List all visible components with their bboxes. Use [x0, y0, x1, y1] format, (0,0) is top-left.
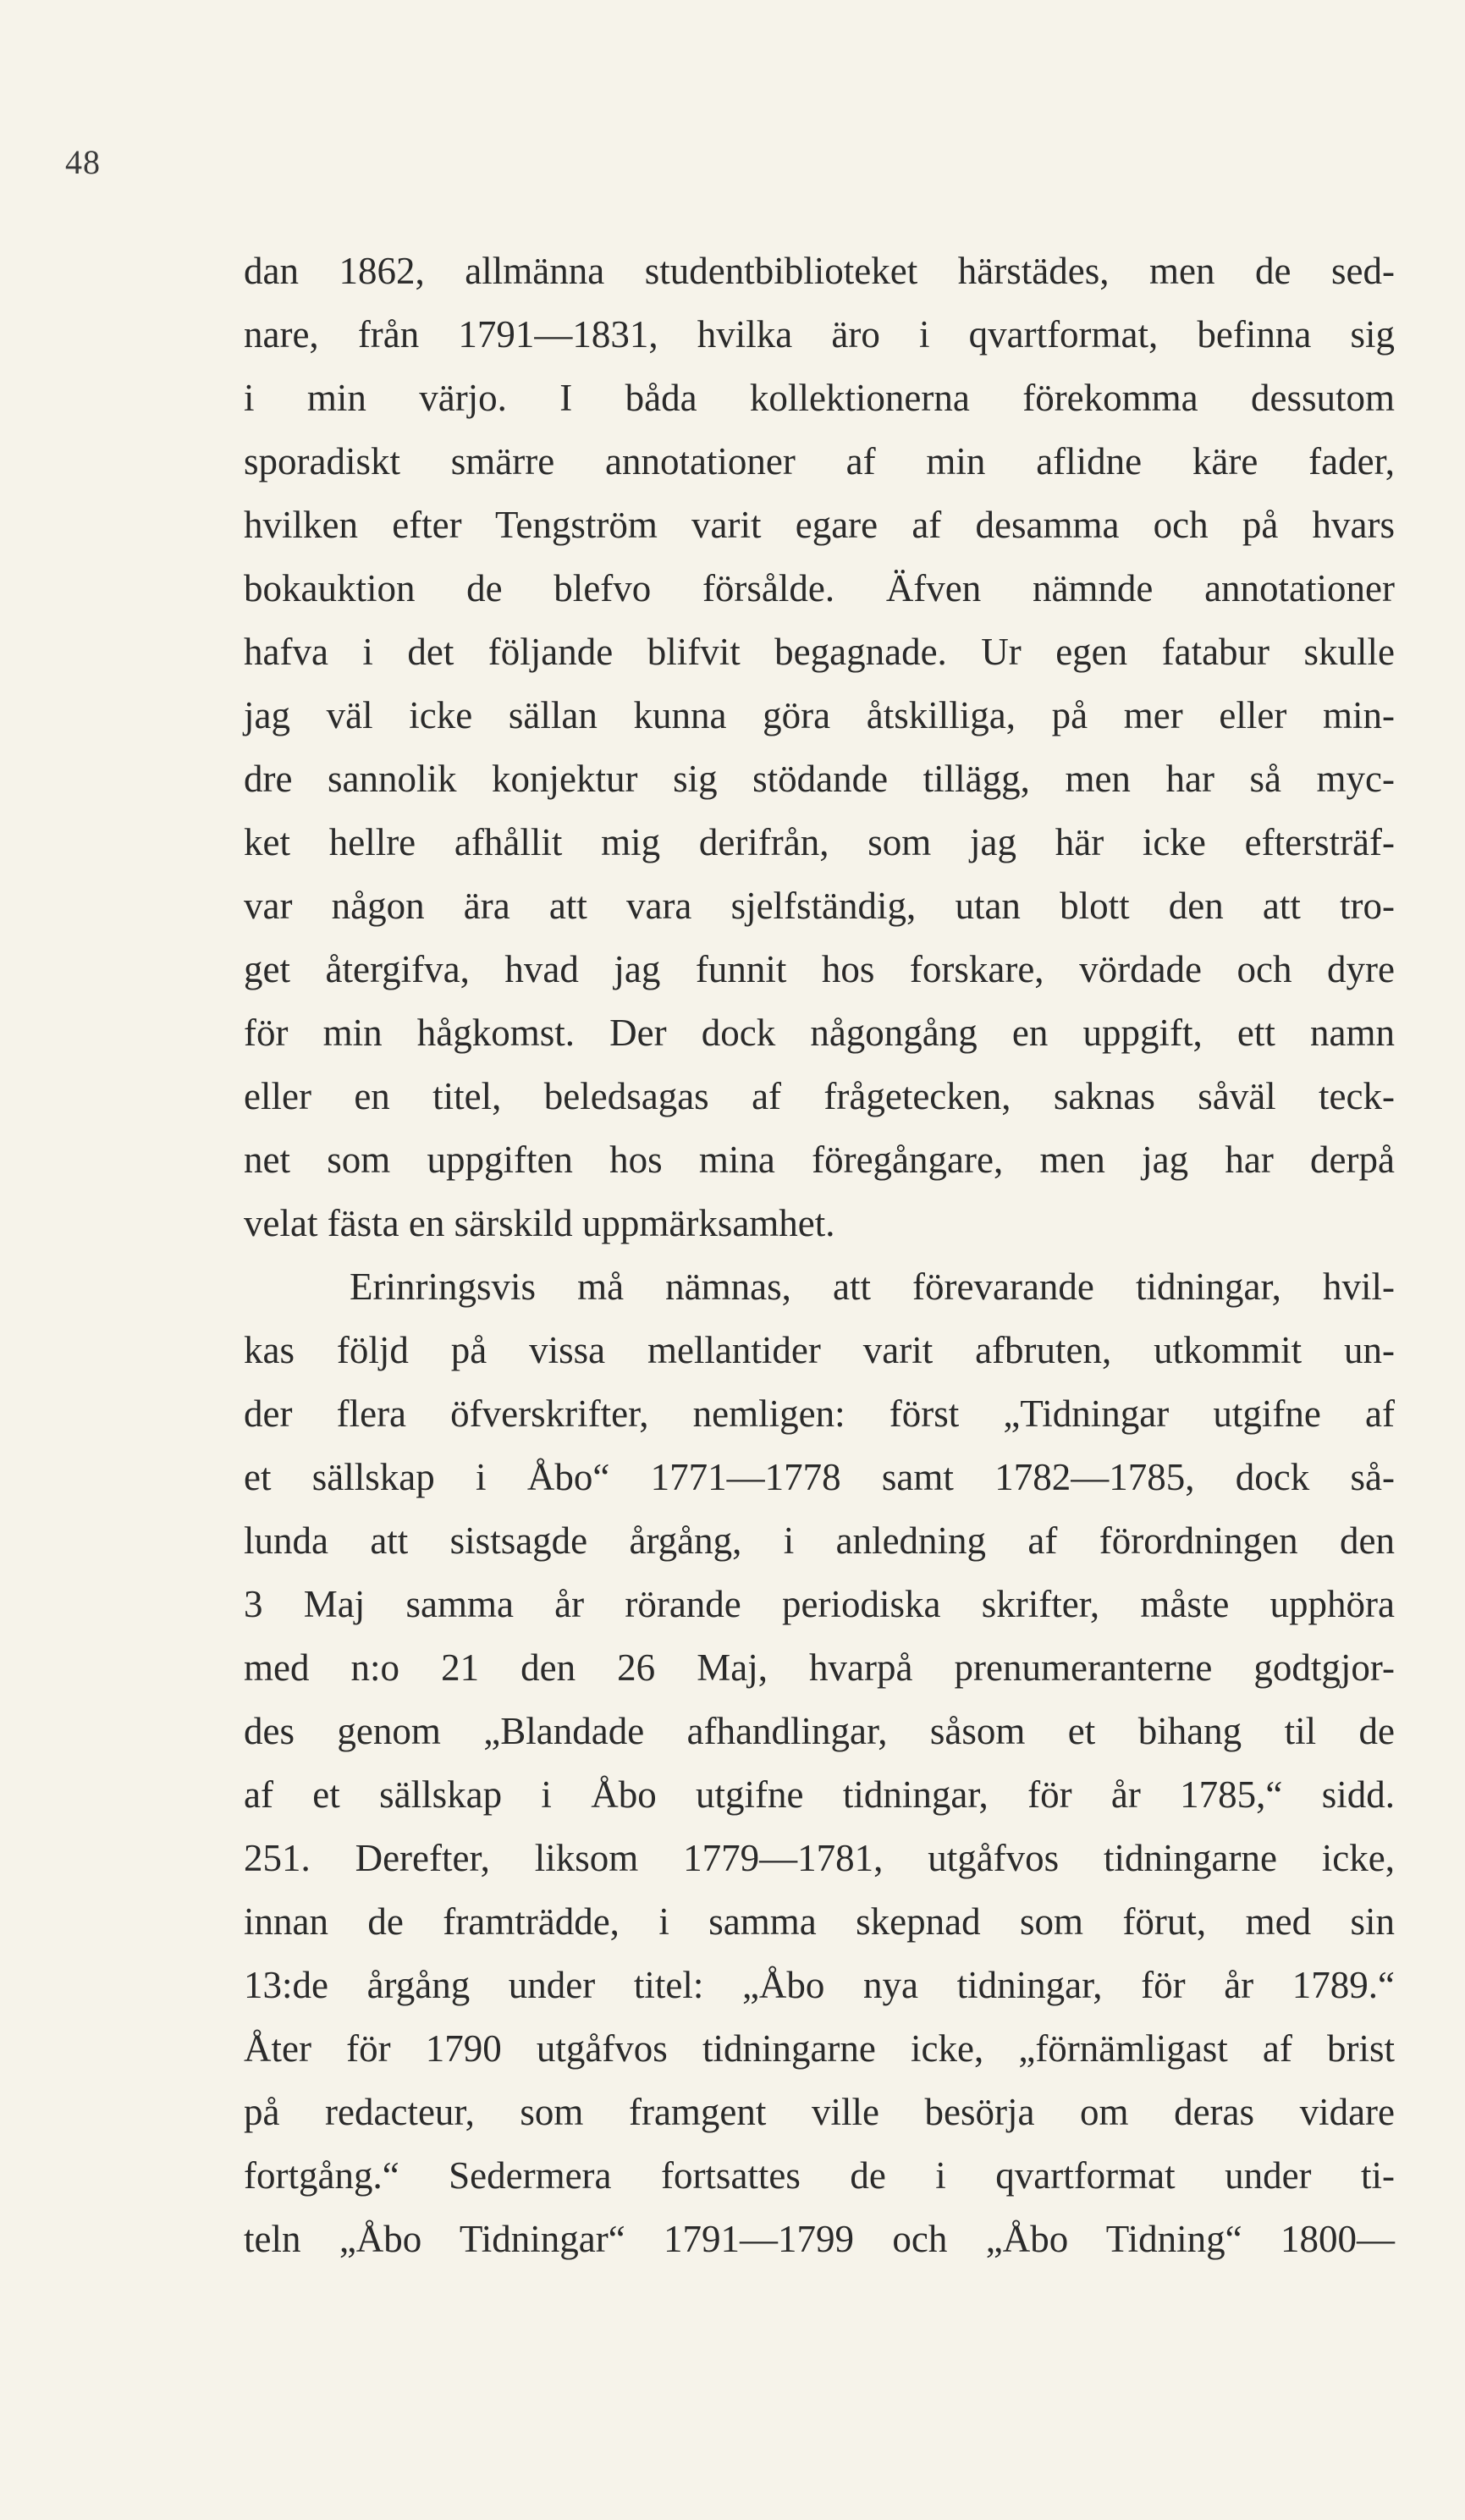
text-line: Erinringsvis må nämnas, att förevarande tidningar, hvil-	[350, 1266, 1395, 1308]
text-line: teln „Åbo Tidningar“ 1791—1799 och „Åbo Tidning“ 1800—	[244, 2218, 1395, 2260]
text-line: des genom „Blandade afhandlingar, såsom et bihang til de	[244, 1710, 1395, 1752]
text-line: 3 Maj samma år rörande periodiska skrifter, måste upphöra	[244, 1583, 1395, 1625]
text-line: Åter för 1790 utgåfvos tidningarne icke, „förnämligast af brist	[244, 2027, 1395, 2070]
text-line: ket hellre afhållit mig derifrån, som jag här icke eftersträf-	[244, 821, 1395, 863]
text-line: för min hågkomst. Der dock någongång en uppgift, ett namn	[244, 1012, 1395, 1054]
text-line: hafva i det följande blifvit begagnade. Ur egen fatabur skulle	[244, 631, 1395, 673]
text-line: et sällskap i Åbo“ 1771—1778 samt 1782—1785, dock så-	[244, 1456, 1395, 1498]
text-line: hvilken efter Tengström varit egare af desamma och på hvars	[244, 504, 1395, 546]
text-line: på redacteur, som framgent ville besörja om deras vidare	[244, 2091, 1395, 2133]
text-line: dan 1862, allmänna studentbiblioteket härstädes, men de sed-	[244, 250, 1395, 292]
text-line: jag väl icke sällan kunna göra åtskilliga, på mer eller min-	[244, 694, 1395, 736]
text-line: var någon ära att vara sjelfständig, utan blott den att tro-	[244, 885, 1395, 927]
text-line: innan de framträdde, i samma skepnad som förut, med sin	[244, 1900, 1395, 1943]
text-line: velat fästa en särskild uppmärksamhet.	[244, 1202, 835, 1244]
text-line: fortgång.“ Sedermera fortsattes de i qvartformat under ti-	[244, 2154, 1395, 2197]
text-line: 251. Derefter, liksom 1779—1781, utgåfvos tidningarne icke,	[244, 1837, 1395, 1879]
page-number: 48	[65, 143, 101, 181]
text-line: med n:o 21 den 26 Maj, hvarpå prenumeranterne godtgjor-	[244, 1646, 1395, 1689]
text-line: sporadiskt smärre annotationer af min aflidne käre fader,	[244, 440, 1395, 482]
text-line: bokauktion de blefvo försålde. Äfven nämnde annotationer	[244, 567, 1395, 609]
body-text	[244, 240, 1395, 2271]
text-line: 13:de årgång under titel: „Åbo nya tidningar, för år 1789.“	[244, 1964, 1395, 2006]
text-line: eller en titel, beledsagas af frågetecken, saknas såväl teck-	[244, 1075, 1395, 1117]
text-line: nare, från 1791—1831, hvilka äro i qvartformat, befinna sig	[244, 313, 1395, 356]
text-line: i min värjo. I båda kollektionerna förekomma dessutom	[244, 377, 1395, 419]
text-line: der flera öfverskrifter, nemligen: först „Tidningar utgifne af	[244, 1392, 1395, 1435]
text-line: dre sannolik konjektur sig stödande tillägg, men har så myc-	[244, 758, 1395, 800]
text-line: kas följd på vissa mellantider varit afbruten, utkommit un-	[244, 1329, 1395, 1371]
text-line: get återgifva, hvad jag funnit hos forskare, vördade och dyre	[244, 948, 1395, 990]
text-line: lunda att sistsagde årgång, i anledning af förordningen den	[244, 1519, 1395, 1562]
text-line: net som uppgiften hos mina föregångare, men jag har derpå	[244, 1139, 1395, 1181]
text-line: af et sällskap i Åbo utgifne tidningar, för år 1785,“ sidd.	[244, 1773, 1395, 1816]
